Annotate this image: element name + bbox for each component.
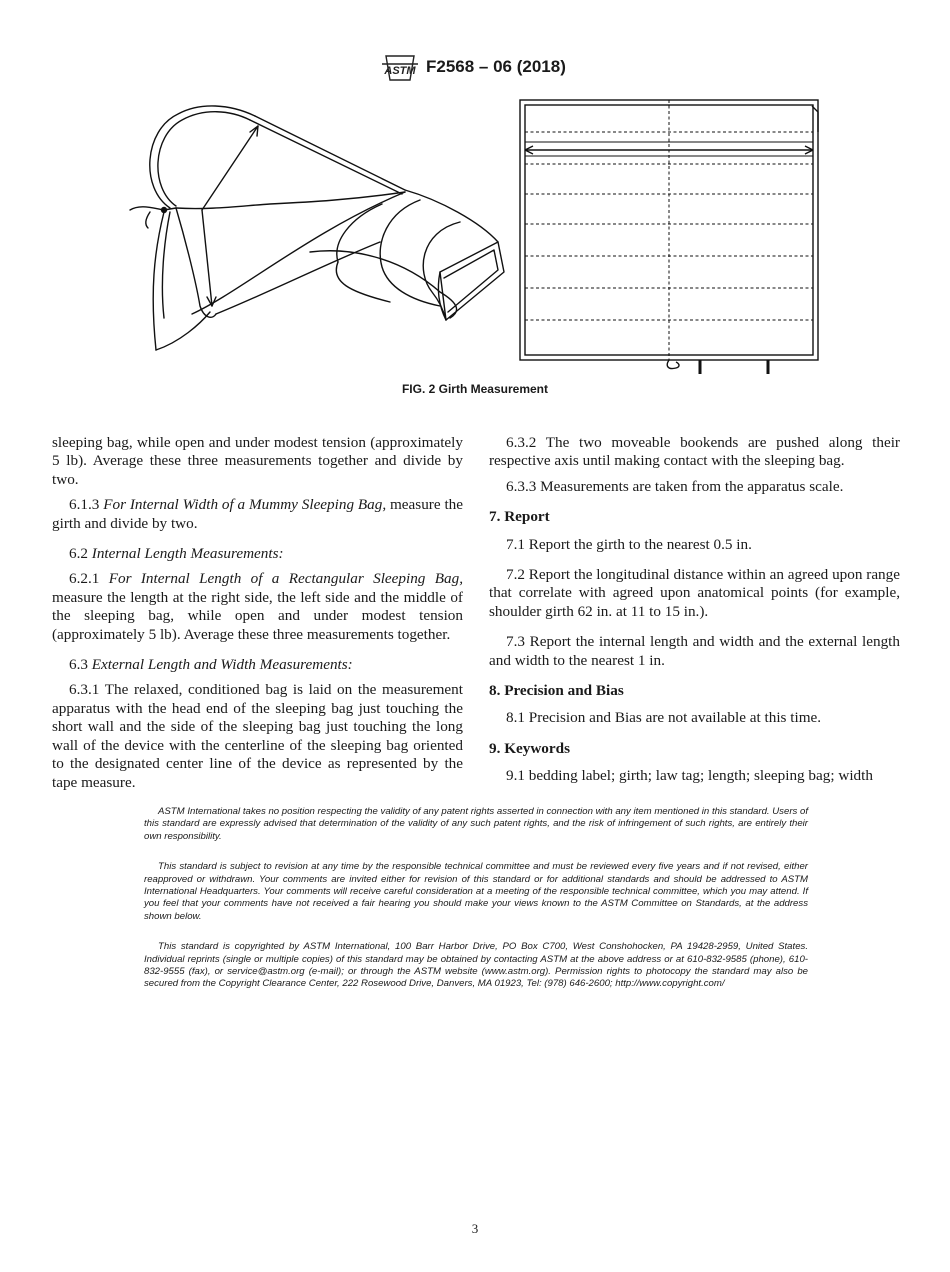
paragraph-7-2: 7.2 Report the longitudinal distance within an agreed upon range that correlate with agreed upon anatomical points (for example, shoulder girth 62 in. at 11 to 15 in.). xyxy=(489,566,900,620)
right-column xyxy=(489,434,900,793)
figure-caption: FIG. 2 Girth Measurement xyxy=(401,382,549,396)
section-heading-report: 7. Report xyxy=(489,508,550,526)
page-number: 3 xyxy=(471,1221,479,1236)
paragraph-6-1-2-cont: sleeping bag, while open and under modest tension (approximately 5 lb). Average these three measurements together and divide by two. xyxy=(52,434,463,488)
left-column xyxy=(52,434,463,799)
girth-arrow xyxy=(202,126,258,210)
footnotes xyxy=(144,806,808,1009)
document-id: F2568 – 06 (2018) xyxy=(426,57,566,76)
svg-text:ASTM: ASTM xyxy=(384,65,416,77)
paragraph-6-3-1: 6.3.1 The relaxed, conditioned bag is laid on the measurement apparatus with the head end of the sleeping bag just touching the short wall and the side of the sleeping bag just touching the long wall of the device with the centerline of the sleeping bag oriented to the designated center line of the device as represented by the tape measure. xyxy=(52,681,463,791)
paragraph-8-1: 8.1 Precision and Bias are not available at this time. xyxy=(506,709,822,727)
paragraph-6-3: 6.3 External Length and Width Measurements: xyxy=(69,656,353,674)
section-heading-keywords: 9. Keywords xyxy=(489,739,570,757)
footnote-copyright: This standard is copyrighted by ASTM International, 100 Barr Harbor Drive, PO Box C700, West Conshohocken, PA 19428-2959, United States. Individual reprints (single or multiple copies) of this standard may be obtained by contacting ASTM at the above address or at 610-832-9585 (phone), 610-832-9555 (fax), or service@astm.org (e-mail); or through the ASTM website (www.astm.org). Permission rights to photocopy the standard may also be secured from the Copyright Clearance Center, 222 Rosewood Drive, Danvers, MA 01923, Tel: (978) 646-2600; http://www.copyright.com/ xyxy=(144,941,808,990)
paragraph-6-1-3: 6.1.3 For Internal Width of a Mummy Sleeping Bag, measure the girth and divide by two. xyxy=(52,496,463,532)
paragraph-9-1: 9.1 bedding label; girth; law tag; length; sleeping bag; width xyxy=(506,767,873,785)
paragraph-6-3-3: 6.3.3 Measurements are taken from the apparatus scale. xyxy=(506,477,844,495)
footnote-patent: ASTM International takes no position respecting the validity of any patent rights asserted in connection with any item mentioned in this standard. Users of this standard are expressly advised that determination of the validity of any such patent rights, and the risk of infringement of such rights, are entirely their own responsibility. xyxy=(144,806,808,842)
astm-logo xyxy=(380,52,420,84)
footnote-revision: This standard is subject to revision at any time by the responsible technical committee and must be reviewed every five years and if not revised, either reapproved or withdrawn. Your comments are invited either for revision of this standard or for additional standards and should be addressed to ASTM International Headquarters. Your comments will receive careful consideration at a meeting of the responsible technical committee, which you may attend. If you feel that your comments have not received a fair hearing you should make your views known to the ASTM Committee on Standards, at the address shown below. xyxy=(144,861,808,922)
paragraph-7-3: 7.3 Report the internal length and width and the external length and width to the nearest 1 in. xyxy=(489,633,900,669)
page-header xyxy=(0,52,950,86)
sleeping-bag-hood xyxy=(150,106,255,208)
section-heading-precision: 8. Precision and Bias xyxy=(489,682,624,700)
paragraph-7-1: 7.1 Report the girth to the nearest 0.5 in. xyxy=(506,535,752,553)
paragraph-6-2: 6.2 Internal Length Measurements: xyxy=(69,545,284,563)
girth-measurement-figure xyxy=(120,92,840,382)
paragraph-6-2-1: 6.2.1 For Internal Length of a Rectangular Sleeping Bag, measure the length at the right side, the left side and the middle of the sleeping bag, while open and under modest tension (approximately 5 lb). Average these three measurements together. xyxy=(52,570,463,643)
paragraph-6-3-2: 6.3.2 The two moveable bookends are pushed along their respective axis until making contact with the sleeping bag. xyxy=(489,434,900,470)
